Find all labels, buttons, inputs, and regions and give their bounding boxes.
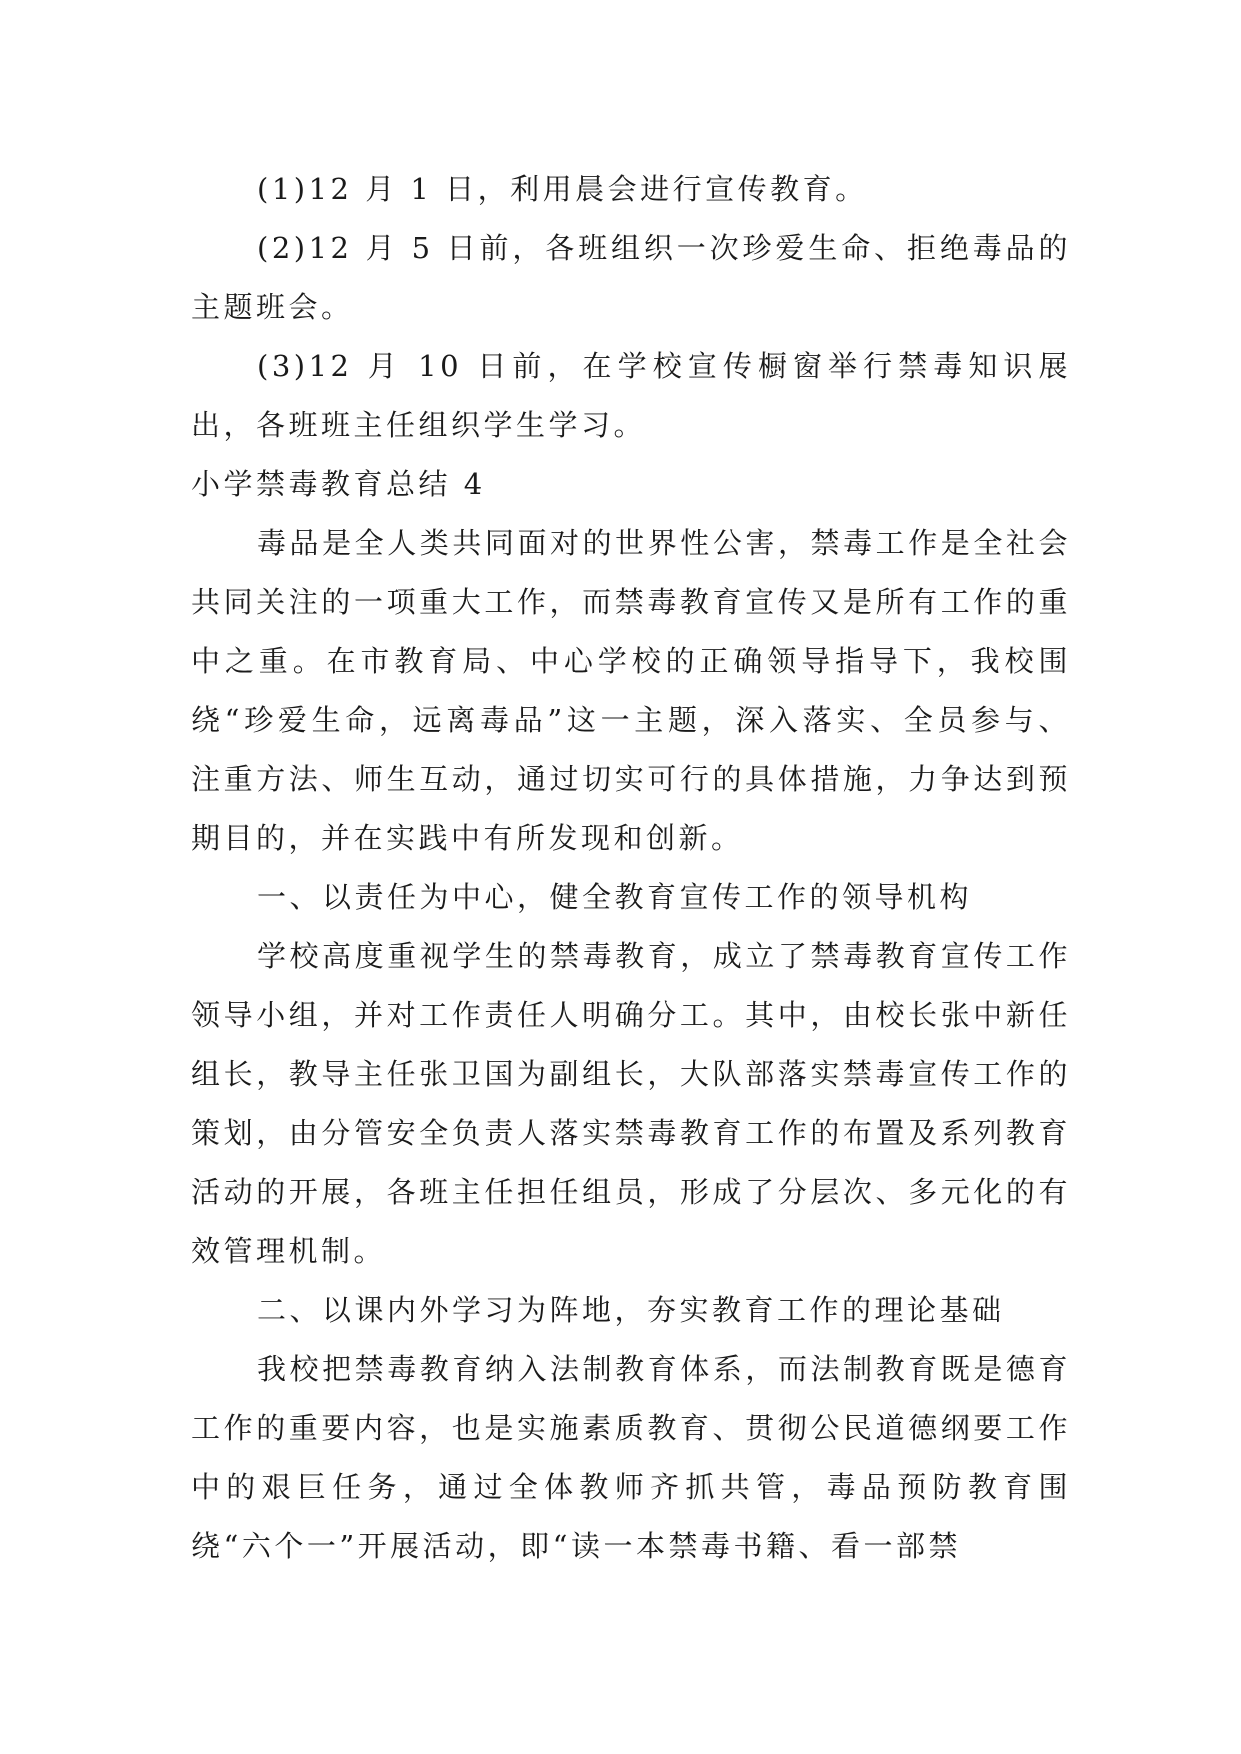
section-title: 小学禁毒教育总结 4	[191, 467, 486, 501]
paragraph-item-2: (2)12 月 5 日前，各班组织一次珍爱生命、拒绝毒品的主题班会。	[191, 231, 1071, 324]
paragraph-education: 我校把禁毒教育纳入法制教育体系，而法制教育既是德育工作的重要内容，也是实施素质教育、贯彻公民道德纲要工作中的艰巨任务，通过全体教师齐抓共管，毒品预防教育围绕“六个一”开展活动，即“读一本禁毒书籍、看一部禁	[191, 1352, 1071, 1563]
subheading-two: 二、以课内外学习为阵地，夯实教育工作的理论基础	[257, 1293, 1005, 1327]
paragraph-item-1: (1)12 月 1 日，利用晨会进行宣传教育。	[257, 172, 868, 206]
paragraph-leadership: 学校高度重视学生的禁毒教育，成立了禁毒教育宣传工作领导小组，并对工作责任人明确分工。其中，由校长张中新任组长，教导主任张卫国为副组长，大队部落实禁毒宣传工作的策划，由分管安全负责人落实禁毒教育工作的布置及系列教育活动的开展，各班主任担任组员，形成了分层次、多元化的有效管理机制。	[191, 939, 1071, 1268]
paragraph-item-3: (3)12 月 10 日前，在学校宣传橱窗举行禁毒知识展出，各班班主任组织学生学习。	[191, 349, 1071, 442]
subheading-one: 一、以责任为中心，健全教育宣传工作的领导机构	[257, 880, 973, 914]
paragraph-intro: 毒品是全人类共同面对的世界性公害，禁毒工作是全社会共同关注的一项重大工作，而禁毒教育宣传又是所有工作的重中之重。在市教育局、中心学校的正确领导指导下，我校围绕“珍爱生命，远离毒品”这一主题，深入落实、全员参与、注重方法、师生互动，通过切实可行的具体措施，力争达到预期目的，并在实践中有所发现和创新。	[191, 526, 1071, 855]
document-body	[191, 160, 1071, 1576]
